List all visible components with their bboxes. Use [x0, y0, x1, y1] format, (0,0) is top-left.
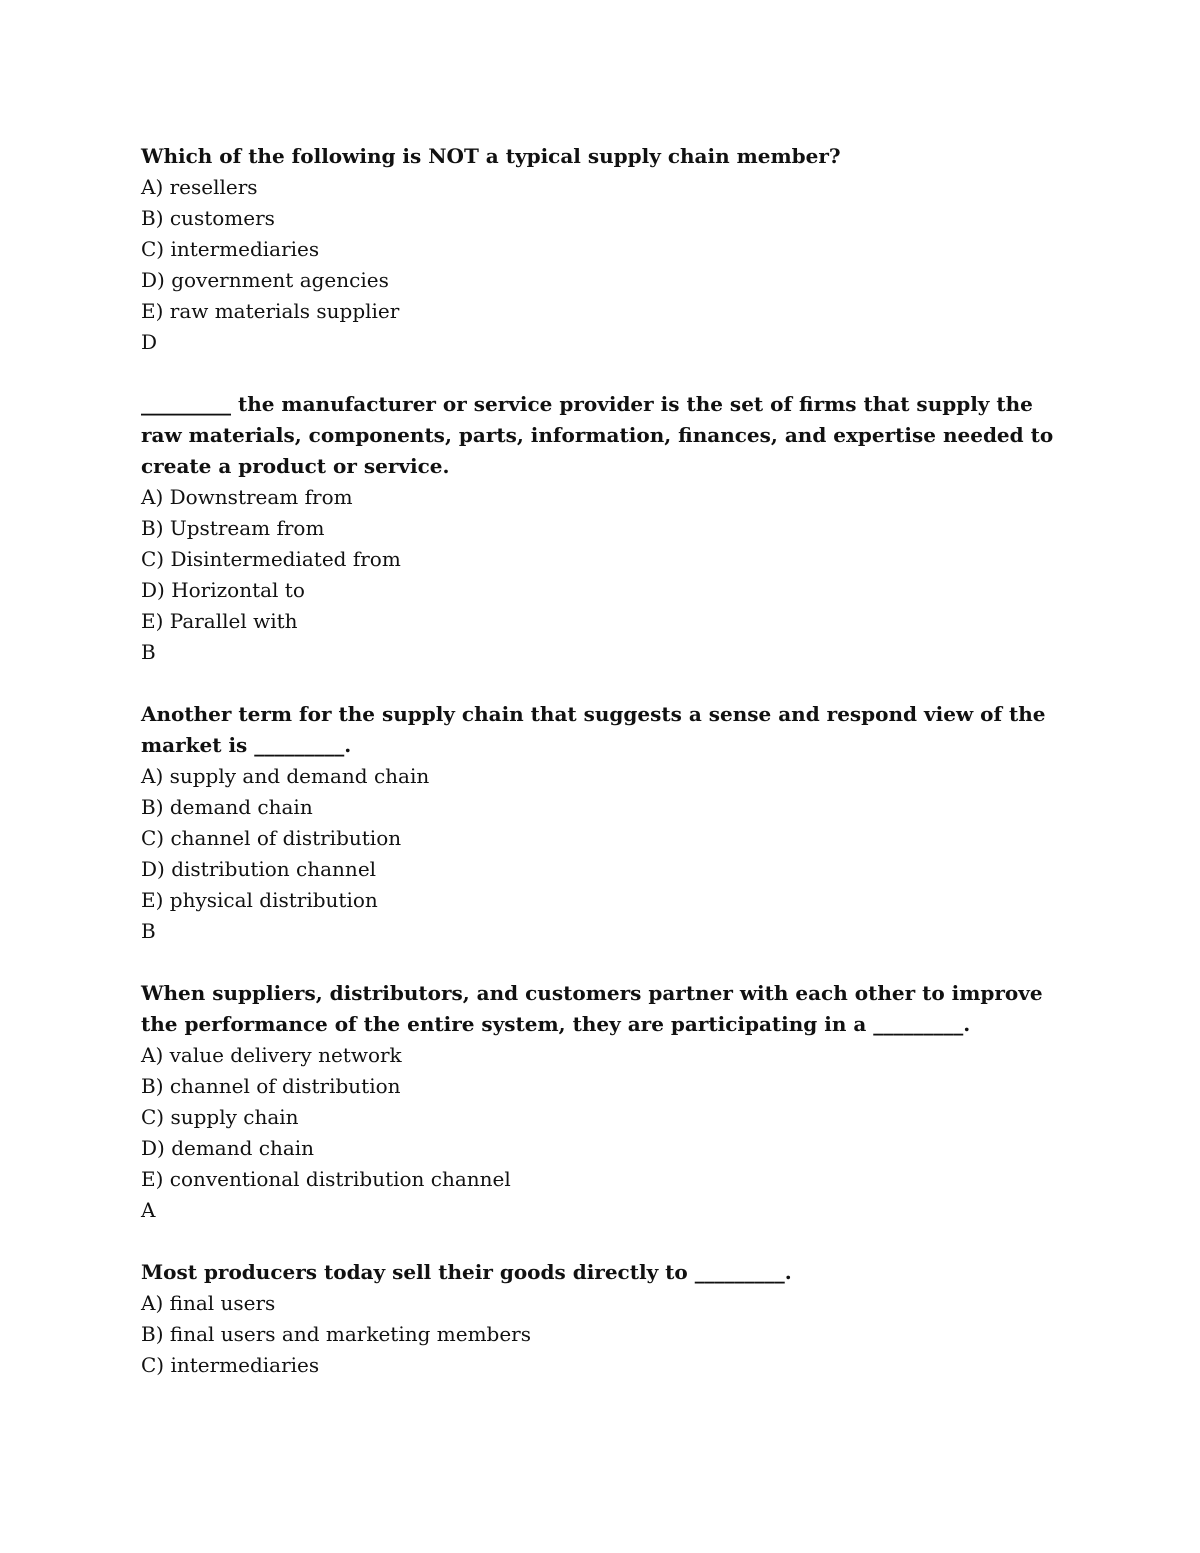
option-a: A) resellers — [141, 175, 258, 199]
option-list — [141, 482, 1061, 637]
question-4 — [141, 978, 1061, 1226]
option-b: B) Upstream from — [141, 516, 325, 540]
option-c: C) intermediaries — [141, 237, 320, 261]
question-stem: _________ the manufacturer or service provider is the set of firms that supply the raw materials, components, parts, information, finances, and expertise needed to create a product or service. — [141, 392, 1054, 478]
option-e: E) raw materials supplier — [141, 299, 400, 323]
question-stem: Another term for the supply chain that suggests a sense and respond view of the market is _________. — [141, 702, 1046, 757]
option-e: E) conventional distribution channel — [141, 1167, 511, 1191]
question-5 — [141, 1257, 1061, 1381]
answer-key: D — [141, 330, 158, 354]
option-b: B) final users and marketing members — [141, 1322, 531, 1346]
option-e: E) Parallel with — [141, 609, 298, 633]
option-e: E) physical distribution — [141, 888, 378, 912]
option-d: D) distribution channel — [141, 857, 377, 881]
option-c: C) Disintermediated from — [141, 547, 401, 571]
option-a: A) supply and demand chain — [141, 764, 430, 788]
option-a: A) value delivery network — [141, 1043, 402, 1067]
option-d: D) demand chain — [141, 1136, 315, 1160]
option-b: B) customers — [141, 206, 275, 230]
option-list — [141, 172, 1061, 327]
option-c: C) intermediaries — [141, 1353, 320, 1377]
question-1 — [141, 141, 1061, 358]
option-list — [141, 1040, 1061, 1195]
option-list — [141, 761, 1061, 916]
question-stem: Which of the following is NOT a typical supply chain member? — [141, 144, 841, 168]
option-c: C) channel of distribution — [141, 826, 402, 850]
option-b: B) demand chain — [141, 795, 313, 819]
option-a: A) final users — [141, 1291, 276, 1315]
option-c: C) supply chain — [141, 1105, 299, 1129]
option-a: A) Downstream from — [141, 485, 353, 509]
option-d: D) Horizontal to — [141, 578, 305, 602]
answer-key: B — [141, 919, 156, 943]
question-stem: When suppliers, distributors, and customers partner with each other to improve the performance of the entire system, they are participating in a _________. — [141, 981, 1043, 1036]
option-d: D) government agencies — [141, 268, 389, 292]
document-page — [141, 141, 1061, 1412]
answer-key: A — [141, 1198, 156, 1222]
option-b: B) channel of distribution — [141, 1074, 401, 1098]
question-3 — [141, 699, 1061, 947]
question-2 — [141, 389, 1061, 668]
question-stem: Most producers today sell their goods directly to _________. — [141, 1260, 792, 1284]
answer-key: B — [141, 640, 156, 664]
option-list — [141, 1288, 1061, 1381]
